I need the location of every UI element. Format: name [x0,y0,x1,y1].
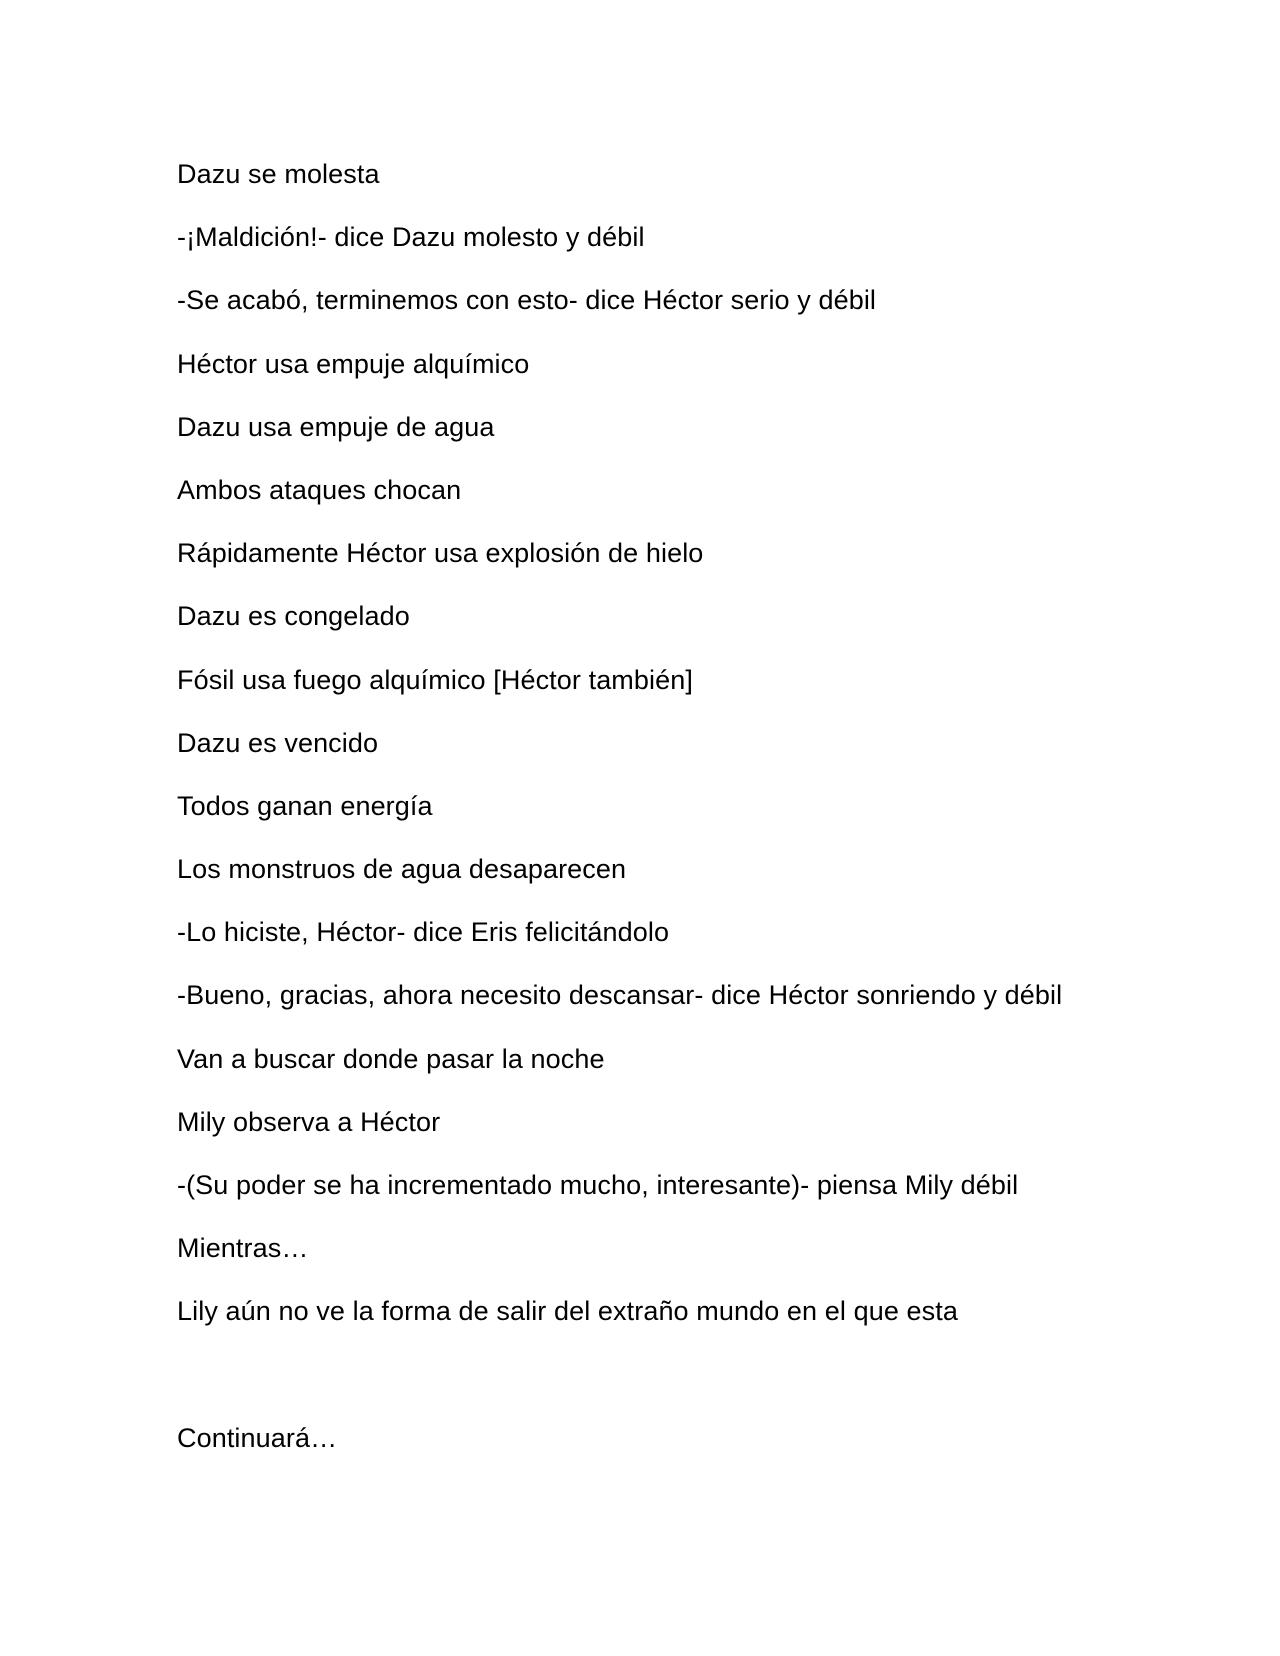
text-line: Dazu es vencido [177,727,379,758]
text-line: Ambos ataques chocan [177,474,462,505]
text-line: Lily aún no ve la forma de salir del extraño mundo en el que esta [177,1296,958,1327]
text-line: Mientras… [177,1233,309,1264]
document-body [177,143,1117,1470]
text-line: Todos ganan energía [177,790,433,821]
text-line: Héctor usa empuje alquímico [177,348,530,379]
text-line: -Lo hiciste, Héctor- dice Eris felicitándolo [177,917,670,948]
text-line: -Bueno, gracias, ahora necesito descansar- dice Héctor sonriendo y débil [177,980,1063,1011]
text-line: Dazu es congelado [177,601,410,632]
text-line: Los monstruos de agua desaparecen [177,854,627,885]
text-line: -(Su poder se ha incrementado mucho, interesante)- piensa Mily débil [177,1170,1019,1200]
text-line: Rápidamente Héctor usa explosión de hielo [177,538,704,569]
text-line: Dazu usa empuje de agua [177,411,495,442]
text-line: Van a buscar donde pasar la noche [177,1043,605,1074]
text-line: Fósil usa fuego alquímico [Héctor también] [177,664,693,695]
text-line: -Se acabó, terminemos con esto- dice Héctor serio y débil [177,285,877,316]
text-line: -¡Maldición!- dice Dazu molesto y débil [177,222,645,253]
closing-line: Continuará… [177,1422,338,1453]
blank-line [177,1344,1117,1407]
text-line: Mily observa a Héctor [177,1106,441,1137]
text-line: Dazu se molesta [177,159,380,189]
